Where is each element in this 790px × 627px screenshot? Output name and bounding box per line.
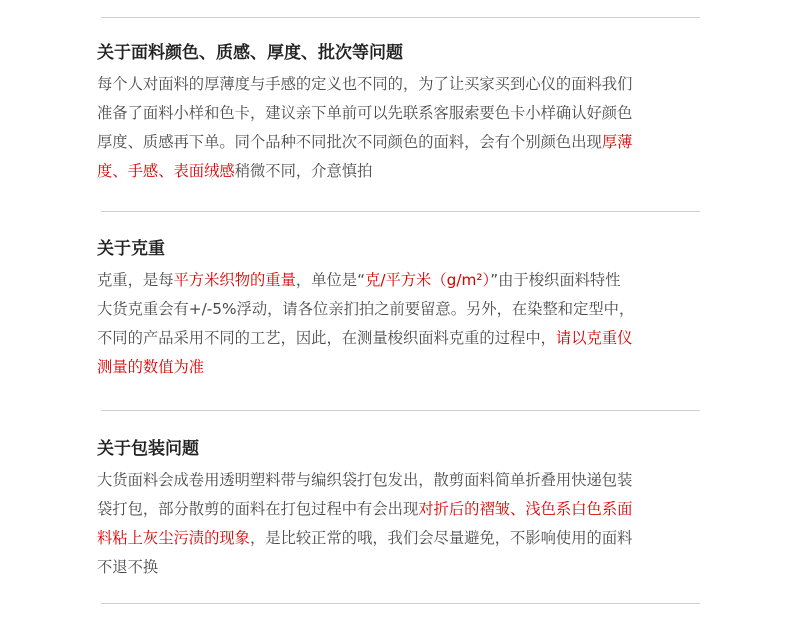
body-line bbox=[97, 495, 697, 524]
divider-top bbox=[101, 17, 700, 18]
divider bbox=[101, 410, 700, 411]
body-text: 大货克重会有+/-5%浮动，请各位亲扪拍之前要留意。另外，在染整和定型中， bbox=[97, 300, 635, 318]
divider-bottom bbox=[101, 603, 700, 604]
body-text: 不同的产品采用不同的工艺，因此，在测量梭织面料克重的过程中， bbox=[97, 329, 556, 347]
section-weight bbox=[97, 238, 697, 382]
highlight-text: 度、手感、表面绒感 bbox=[97, 162, 235, 180]
body-line bbox=[97, 128, 697, 157]
divider bbox=[101, 211, 700, 212]
section-heading: 关于克重 bbox=[97, 239, 165, 259]
section-heading: 关于包装问题 bbox=[97, 439, 199, 459]
body-text: 袋打包，部分散剪的面料在打包过程中有会出现 bbox=[97, 500, 419, 518]
body-text: ，是比较正常的哦，我们会尽量避免，不影响使用的面料 bbox=[249, 529, 633, 547]
highlight-text: 克/平方米（g/m²） bbox=[365, 271, 491, 289]
body-line bbox=[97, 553, 697, 582]
body-text: 克重，是每 bbox=[97, 271, 174, 289]
body-text: ”由于梭织面料特性 bbox=[490, 271, 621, 289]
section-packaging bbox=[97, 438, 697, 582]
body-line bbox=[97, 524, 697, 553]
section-body bbox=[97, 466, 697, 582]
body-text: 每个人对面料的厚薄度与手感的定义也不同的，为了让买家买到心仪的面料我们 bbox=[97, 75, 633, 93]
highlight-text: 测量的数值为准 bbox=[97, 358, 205, 376]
body-text: ，单位是“ bbox=[295, 271, 366, 289]
body-line bbox=[97, 466, 697, 495]
section-color-texture bbox=[97, 42, 697, 186]
body-line bbox=[97, 70, 697, 99]
body-text: 稍微不同，介意慎拍 bbox=[234, 162, 373, 180]
body-line bbox=[97, 353, 697, 382]
body-line bbox=[97, 324, 697, 353]
body-line bbox=[97, 99, 697, 128]
section-body bbox=[97, 266, 697, 382]
highlight-text: 请以克重仪 bbox=[555, 329, 633, 347]
body-text: 不退不换 bbox=[97, 558, 159, 576]
body-line bbox=[97, 295, 697, 324]
body-text: 准备了面料小样和色卡，建议亲下单前可以先联系客服索要色卡小样确认好颜色 bbox=[97, 104, 633, 122]
body-line bbox=[97, 157, 697, 186]
highlight-text: 对折后的褶皱、浅色系白色系面 bbox=[418, 500, 633, 518]
section-body bbox=[97, 70, 697, 186]
body-text: 厚度、质感再下单。同个品种不同批次不同颜色的面料，会有个别颜色出现 bbox=[97, 133, 602, 151]
highlight-text: 厚薄 bbox=[601, 133, 633, 151]
body-line bbox=[97, 266, 697, 295]
highlight-text: 料粘上灰尘污渍的现象 bbox=[97, 529, 250, 547]
section-heading: 关于面料颜色、质感、厚度、批次等问题 bbox=[97, 43, 403, 63]
body-text: 大货面料会成卷用透明塑料带与编织袋打包发出，散剪面料简单折叠用快递包装 bbox=[97, 471, 633, 489]
highlight-text: 平方米织物的重量 bbox=[173, 271, 296, 289]
